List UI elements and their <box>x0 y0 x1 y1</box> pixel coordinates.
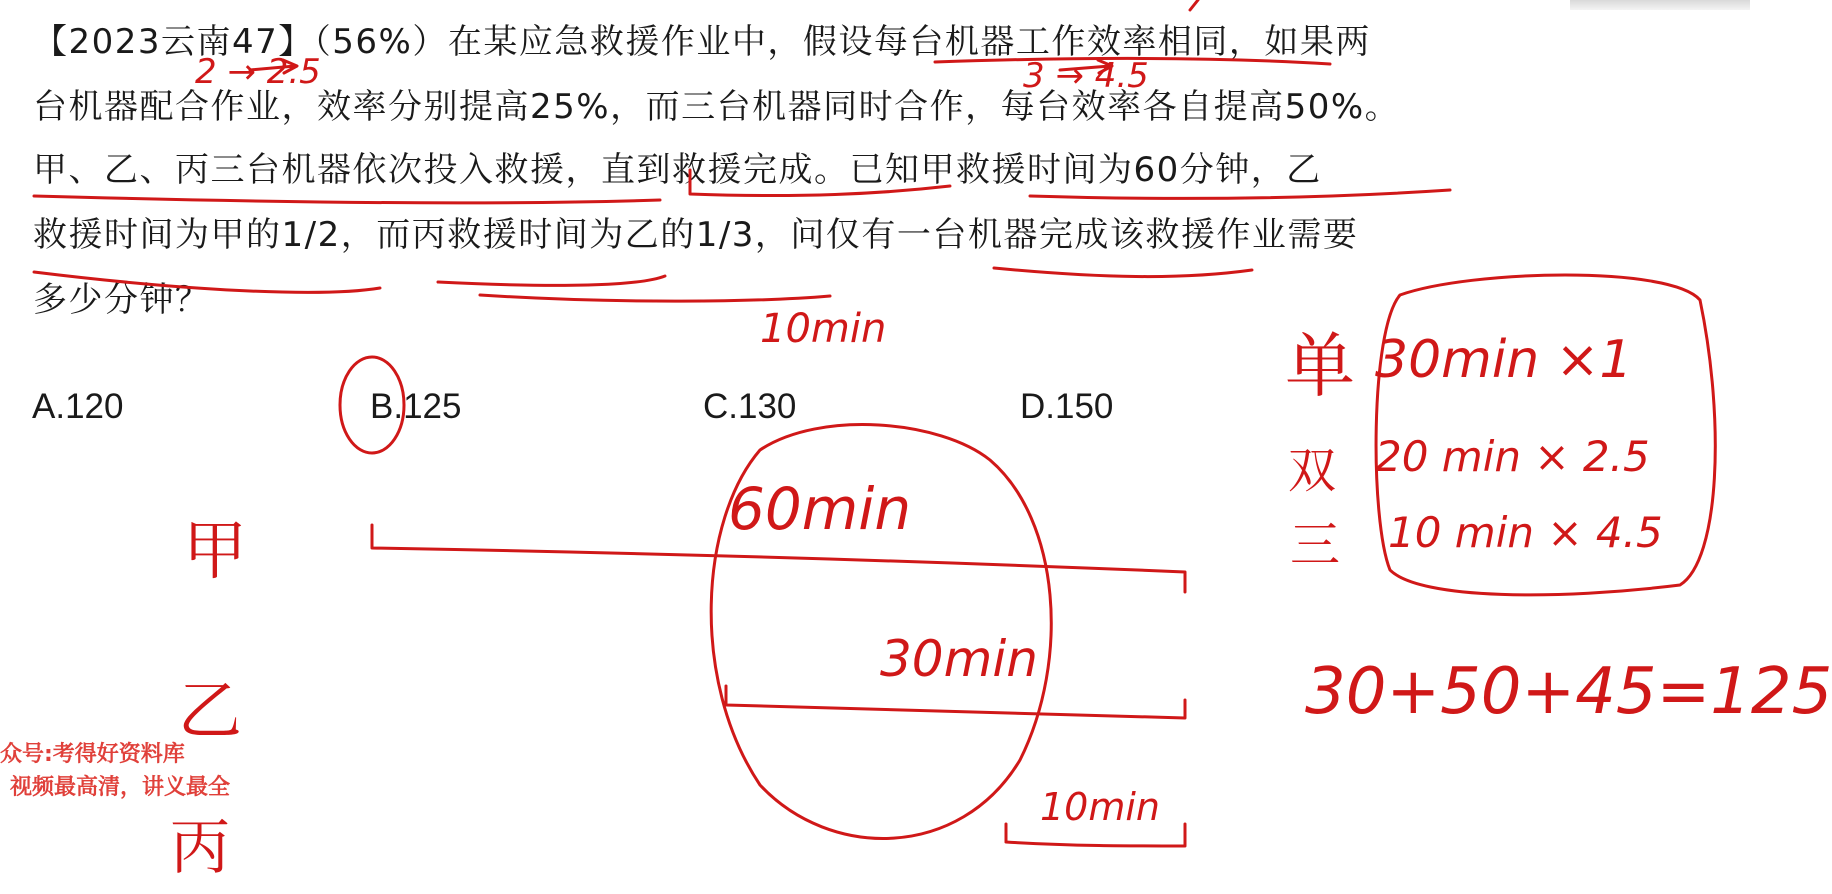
double-label: 双 <box>1288 443 1337 499</box>
corner-mark <box>1190 0 1198 10</box>
question-line-2: 台机器配合作业，效率分别提高25%，而三台机器同时合作，每台效率各自提高50%。 <box>33 87 1401 127</box>
label-bing: 丙 <box>170 813 230 883</box>
question-line-5: 多少分钟？ <box>33 280 211 320</box>
label-jia: 甲 <box>183 515 247 589</box>
triple-value: 10 min × 4.5 <box>1388 508 1663 557</box>
underline-single-machine <box>994 268 1252 277</box>
video-top-bar <box>1570 0 1750 10</box>
underline-bing-time <box>438 276 830 301</box>
watermark-line-2: 视频最高清，讲义最全 <box>10 775 231 800</box>
top-time-annotation: 10min <box>760 306 887 352</box>
option-a: A.120 <box>32 387 124 426</box>
single-value: 30min ×1 <box>1375 330 1633 390</box>
question-line-4: 救援时间为甲的1/2，而丙救援时间为乙的1/3，问仅有一台机器完成该救援作业需要 <box>33 215 1359 255</box>
bar-60-label: 60min <box>728 475 912 543</box>
label-yi: 乙 <box>178 675 242 749</box>
ratio-two-annotation: 2 → 2.5 <box>195 52 321 92</box>
underline-sequence <box>34 196 660 203</box>
triple-label: 三 <box>1290 516 1340 574</box>
option-d: D.150 <box>1020 387 1114 426</box>
question-line-3: 甲、乙、丙三台机器依次投入救援，直到救援完成。已知甲救援时间为60分钟，乙 <box>33 150 1322 190</box>
double-value: 20 min × 2.5 <box>1375 432 1650 481</box>
sum-calculation: 30+50+45=125 <box>1305 655 1832 729</box>
bar-10-label: 10min <box>1040 785 1161 829</box>
question-line-1: 【2023云南47】（56%）在某应急救援作业中，假设每台机器工作效率相同，如果两 <box>33 22 1371 62</box>
underline-jia-time <box>1030 190 1450 198</box>
option-b: B.125 <box>370 387 462 426</box>
single-label: 单 <box>1285 325 1355 407</box>
timeline-yi <box>726 686 1185 718</box>
ratio-three-annotation: 3 → 4.5 <box>1023 56 1149 96</box>
watermark-line-1: 众号:考得好资料库 <box>0 742 185 767</box>
option-c: C.130 <box>703 387 797 426</box>
bar-30-label: 30min <box>880 630 1038 688</box>
